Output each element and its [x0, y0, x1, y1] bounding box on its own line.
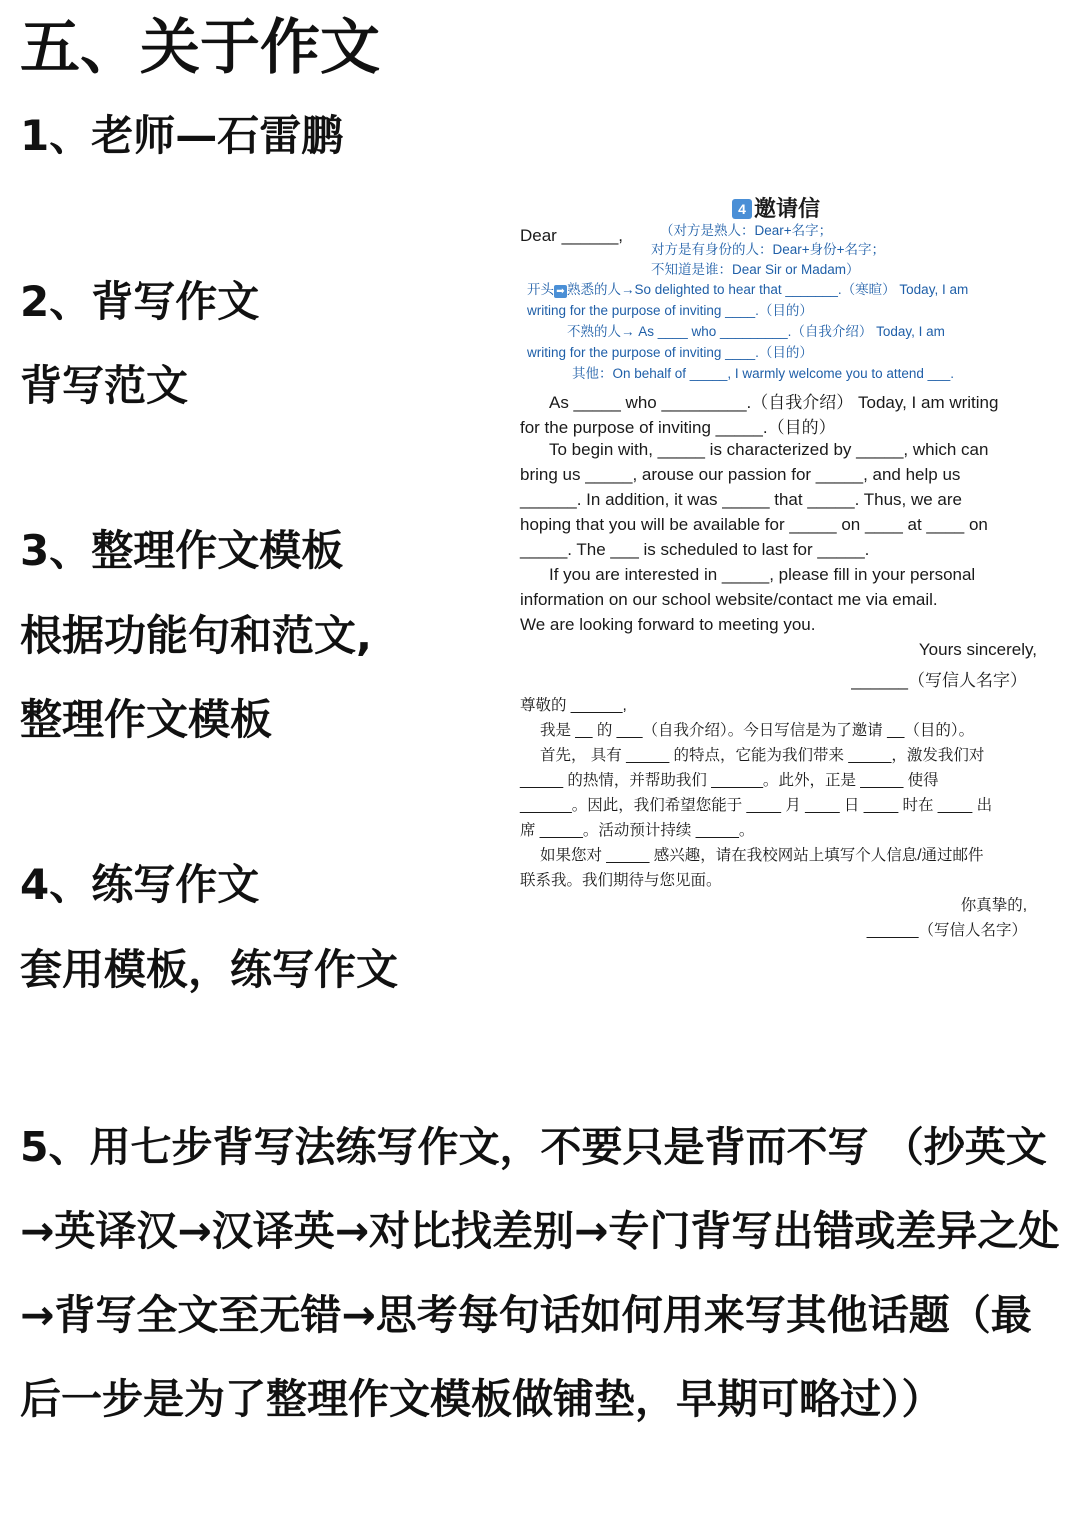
english-line-10: We are looking forward to meeting you. — [520, 615, 816, 634]
english-line-7: _____. The ___ is scheduled to last for _____. — [520, 540, 870, 559]
step-5-paragraph: 5、用七步背写法练写作文，不要只是背而不写 （抄英文→英译汉→汉译英→对比找差别→专门背写出错或差异之处→背写全文至无错→思考每句话如何用来写其他话题（最后一步是为了整理作文模板做铺垫，早期可略过）） — [20, 1123, 1060, 1423]
step-4-heading: 4、练写作文 — [20, 860, 260, 909]
chinese-line-8: 联系我。我们期待与您见面。 — [520, 872, 722, 889]
opening-line-1 — [527, 278, 968, 298]
step-1-heading: 1、老师—石雷鹏 — [20, 111, 344, 160]
step-2-detail: 背写范文 — [20, 361, 189, 410]
english-line-3: To begin with, _____ is characterized by _____, which can — [549, 440, 989, 459]
number-badge-icon: 4 — [732, 199, 752, 219]
english-line-8: If you are interested in _____, please fill in your personal — [549, 565, 976, 584]
opening-line-3: 不熟的人→ As ____ who _________.（自我介绍） Today, I am — [567, 324, 945, 339]
step-4-detail: 套用模板，练写作文 — [20, 945, 399, 994]
chinese-line-2: 我是 __ 的 ___（自我介绍）。今日写信是为了邀请 __（目的）。 — [540, 722, 975, 739]
chinese-line-6: 席 _____。活动预计持续 _____。 — [520, 822, 755, 839]
chinese-line-1: 尊敬的 ______, — [520, 697, 627, 714]
opening-line-2: writing for the purpose of inviting ____.（目的） — [527, 303, 813, 318]
chinese-line-7: 如果您对 _____ 感兴趣，请在我校网站上填写个人信息/通过邮件 — [540, 847, 984, 864]
chinese-signature: ______（写信人名字） — [866, 922, 1027, 939]
english-line-4: bring us _____, arouse our passion for _____, and help us — [520, 465, 961, 484]
opening-label: 开头 — [527, 282, 554, 297]
english-line-1: As _____ who _________.（自我介绍） Today, I am writing — [549, 393, 999, 412]
chinese-line-3: 首先， 具有 _____ 的特点，它能为我们带来 _____，激发我们对 — [540, 747, 985, 764]
salutation-note-3: 不知道是谁：Dear Sir or Madam） — [651, 262, 860, 277]
letter-title-text: 邀请信 — [754, 196, 821, 221]
letter-salutation: Dear ______, — [520, 226, 624, 245]
arrow-right-icon: ➡ — [554, 285, 567, 298]
english-line-2: for the purpose of inviting _____.（目的） — [520, 418, 836, 437]
step-2-heading: 2、背写作文 — [20, 277, 260, 326]
opening-line-5: 其他：On behalf of _____, I warmly welcome you to attend ___. — [572, 366, 954, 381]
english-line-5: ______. In addition, it was _____ that _____. Thus, we are — [520, 490, 962, 509]
english-closing: Yours sincerely, — [918, 640, 1037, 659]
english-signature: ______（写信人名字） — [851, 671, 1027, 690]
step-3-detail-1: 根据功能句和范文, — [20, 611, 372, 660]
opening-text-1: 熟悉的人→So delighted to hear that _______.（寒暄） Today, I am — [567, 282, 969, 297]
opening-line-4: writing for the purpose of inviting ____.（目的） — [527, 345, 813, 360]
chinese-line-5: ______。因此，我们希望您能于 ____ 月 ____ 日 ____ 时在 ____ 出 — [520, 797, 993, 814]
page-title: 五、关于作文 — [20, 13, 380, 83]
chinese-closing: 你真挚的, — [960, 897, 1027, 914]
chinese-line-4: _____ 的热情，并帮助我们 ______。此外，正是 _____ 使得 — [520, 772, 939, 789]
step-3-heading: 3、整理作文模板 — [20, 526, 344, 575]
salutation-note-1: （对方是熟人：Dear+名字； — [660, 223, 833, 238]
english-line-9: information on our school website/contact me via email. — [520, 590, 938, 609]
salutation-note-2: 对方是有身份的人：Dear+身份+名字； — [651, 242, 886, 257]
english-line-6: hoping that you will be available for _____ on ____ at ____ on — [520, 515, 988, 534]
step-3-detail-2: 整理作文模板 — [20, 695, 273, 744]
